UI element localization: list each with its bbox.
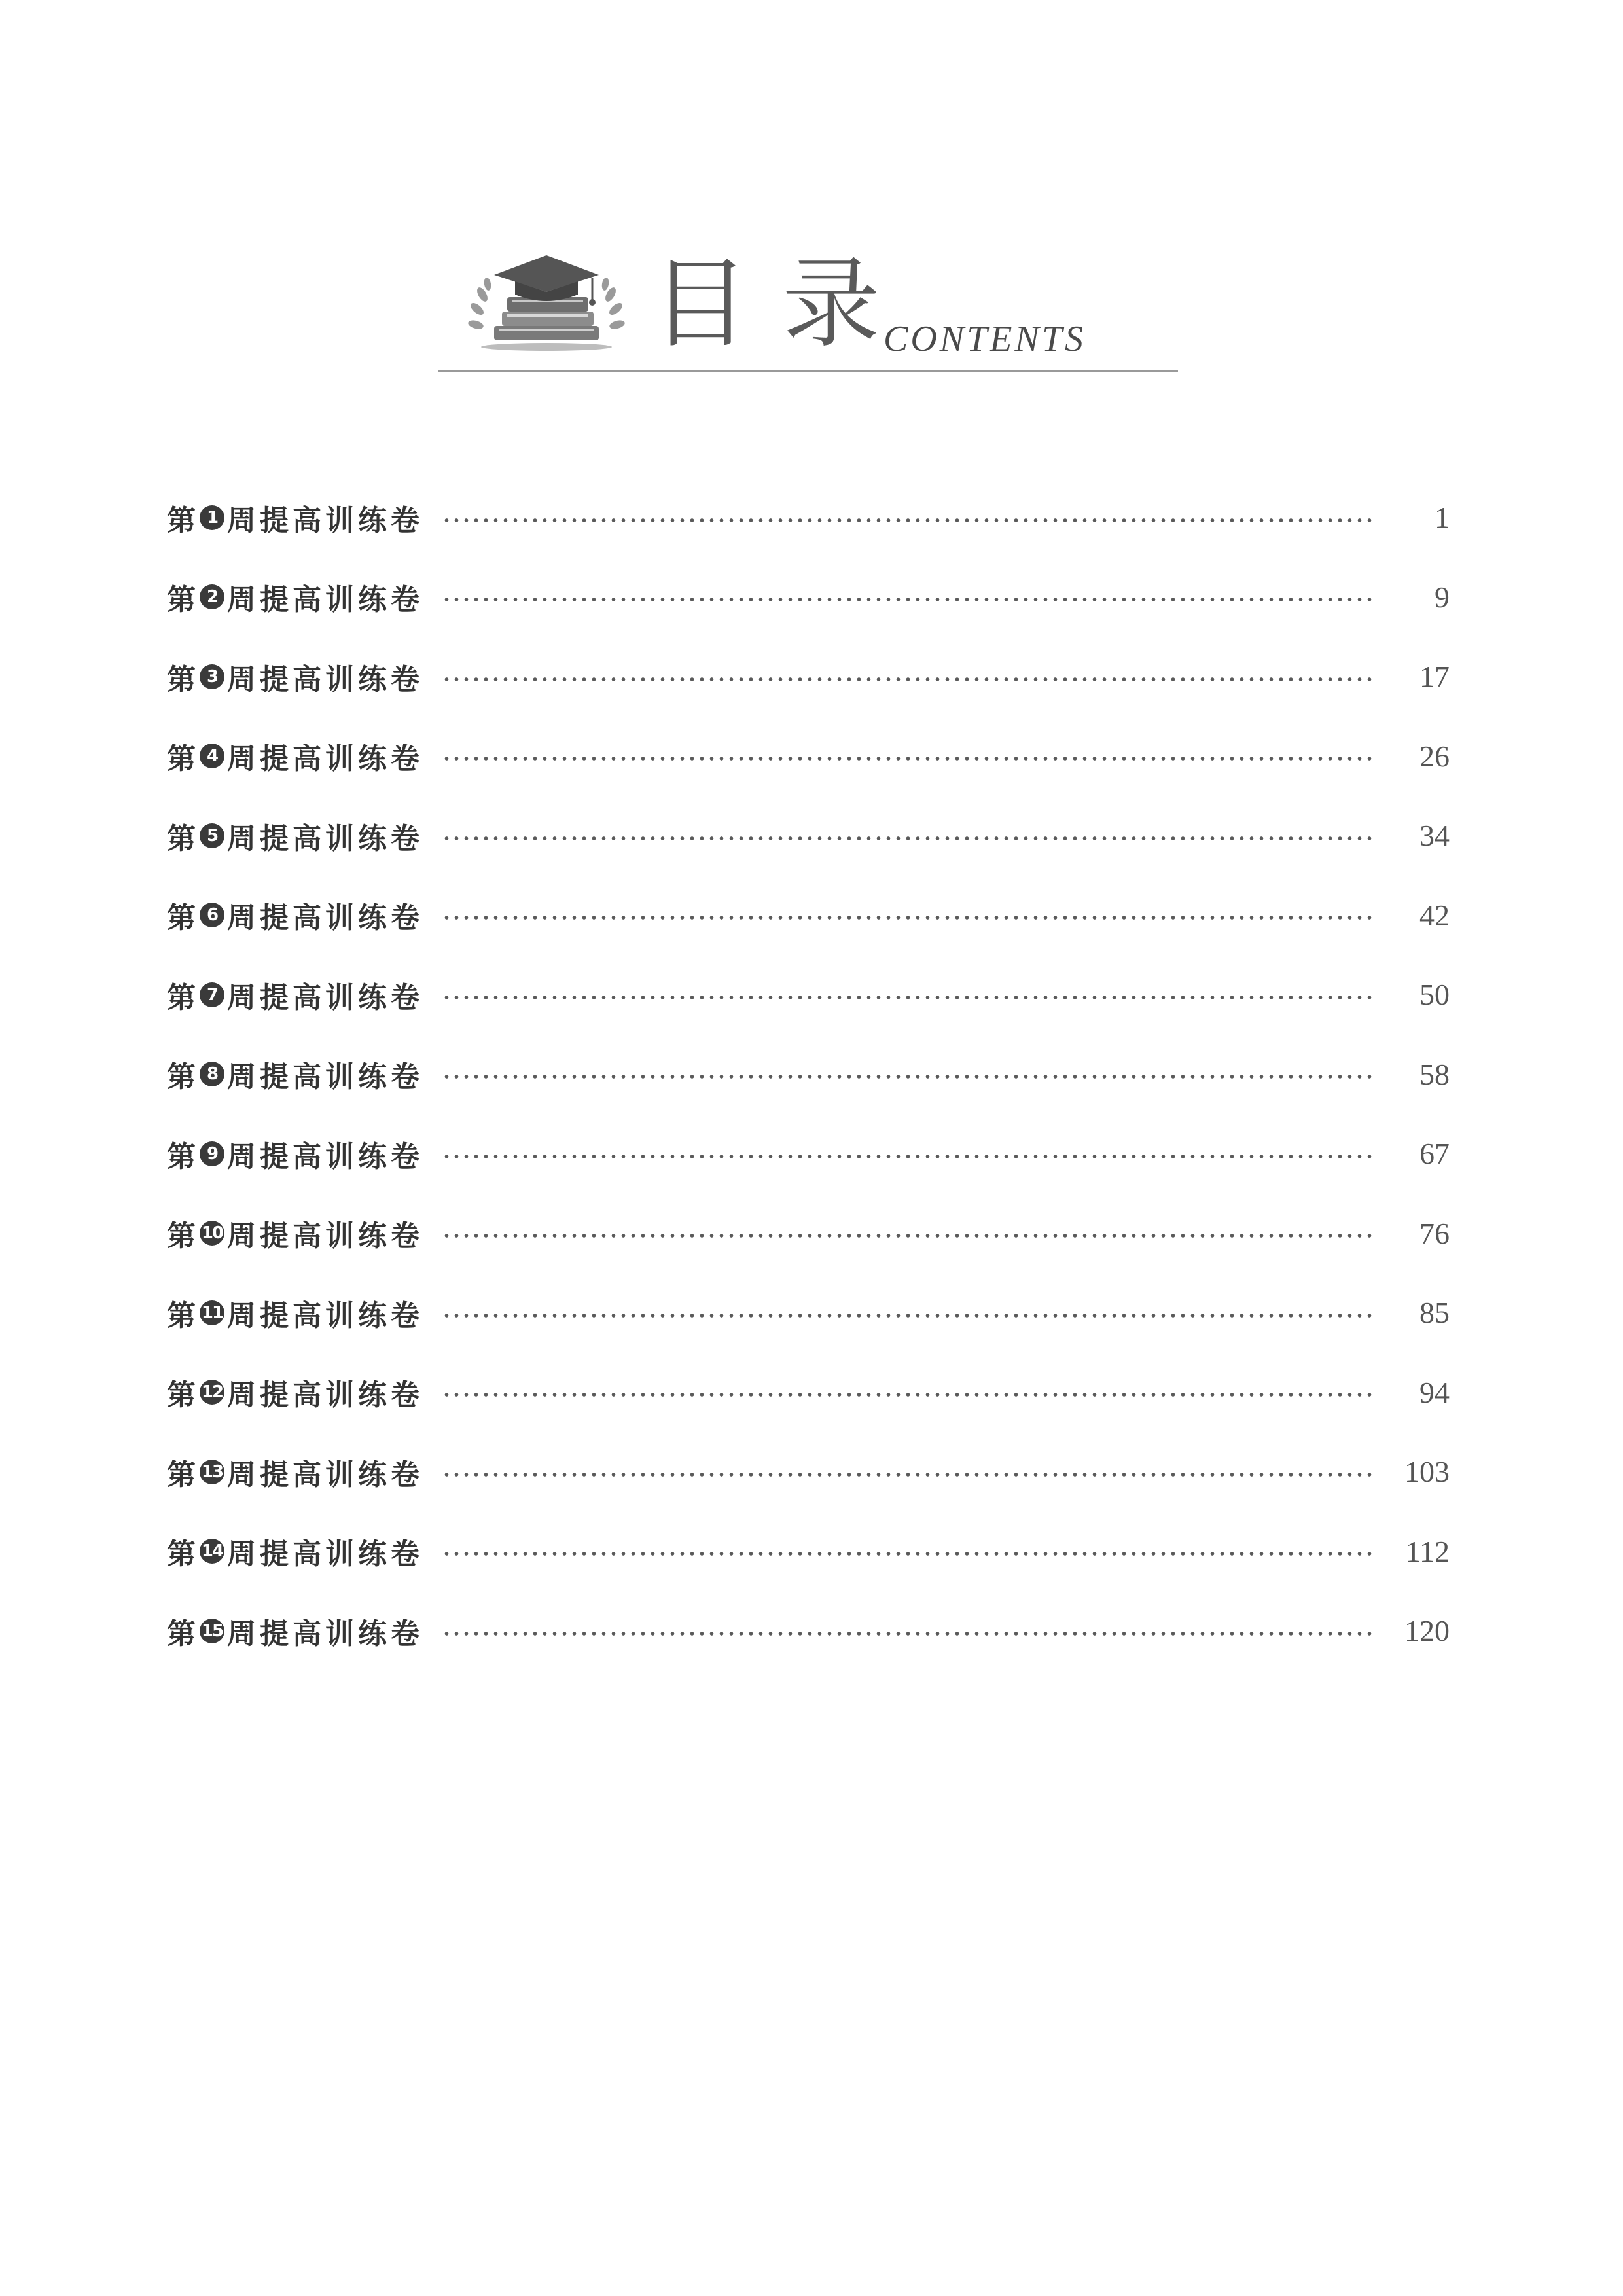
- toc-entry-suffix: 周提高训练卷: [227, 583, 423, 617]
- week-number-badge: 9: [200, 1141, 224, 1166]
- toc-entry-title: [167, 1053, 442, 1095]
- page-number: 1: [1435, 501, 1450, 535]
- toc-entry-suffix: 周提高训练卷: [227, 1537, 423, 1571]
- toc-entry-title: [167, 1212, 442, 1254]
- toc-entry-suffix: 周提高训练卷: [227, 662, 423, 696]
- page-number: 85: [1419, 1296, 1450, 1330]
- page-number: 76: [1419, 1216, 1450, 1250]
- toc-entry-prefix: 第: [167, 1458, 196, 1492]
- page-number: 9: [1435, 580, 1450, 614]
- toc-entry-title: [167, 1133, 442, 1175]
- toc-entry-suffix: 周提高训练卷: [227, 1617, 423, 1651]
- toc-entry-title: [167, 1451, 442, 1493]
- toc-entry-prefix: 第: [167, 1378, 196, 1412]
- dot-leader: [442, 996, 1375, 999]
- header-divider: [438, 370, 1178, 372]
- dot-leader: [442, 1075, 1375, 1079]
- toc-entry-title: [167, 497, 442, 539]
- toc-entry-title: [167, 974, 442, 1016]
- toc-entry-title: [167, 894, 442, 936]
- page-number: 26: [1419, 739, 1450, 773]
- graduation-cap-books-icon: [468, 249, 625, 353]
- week-number-badge: 3: [200, 664, 224, 689]
- toc-entry-suffix: 周提高训练卷: [227, 980, 423, 1014]
- dot-leader: [442, 757, 1375, 761]
- dot-leader: [442, 1314, 1375, 1318]
- toc-entry-prefix: 第: [167, 1617, 196, 1651]
- dot-leader: [442, 1393, 1375, 1397]
- week-number-badge: 13: [200, 1460, 224, 1484]
- dot-leader: [442, 1473, 1375, 1477]
- toc-entry-prefix: 第: [167, 1537, 196, 1571]
- toc-row[interactable]: [167, 717, 1450, 797]
- toc-entry-prefix: 第: [167, 662, 196, 696]
- toc-entry-prefix: 第: [167, 980, 196, 1014]
- page-number: 17: [1419, 660, 1450, 694]
- page-number: 120: [1404, 1614, 1450, 1648]
- toc-entry-title: [167, 1530, 442, 1572]
- page-subtitle: CONTENTS: [883, 319, 1086, 359]
- dot-leader: [442, 677, 1375, 681]
- toc-entry-suffix: 周提高训练卷: [227, 503, 423, 537]
- toc-entry-prefix: 第: [167, 742, 196, 776]
- dot-leader: [442, 1234, 1375, 1238]
- dot-leader: [442, 598, 1375, 601]
- toc-entry-prefix: 第: [167, 1299, 196, 1333]
- toc-entry-title: [167, 576, 442, 618]
- week-number-badge: 7: [200, 982, 224, 1007]
- week-number-badge: 14: [200, 1539, 224, 1564]
- toc-entry-title: [167, 1292, 442, 1334]
- toc-row[interactable]: [167, 637, 1450, 717]
- toc-entry-title: [167, 735, 442, 777]
- page-number: 94: [1419, 1375, 1450, 1409]
- toc-row[interactable]: [167, 1432, 1450, 1512]
- toc-entry-prefix: 第: [167, 901, 196, 935]
- toc-entry-suffix: 周提高训练卷: [227, 821, 423, 855]
- dot-leader: [442, 1632, 1375, 1636]
- toc-row[interactable]: [167, 796, 1450, 876]
- toc-entry-title: [167, 1371, 442, 1413]
- week-number-badge: 1: [200, 505, 224, 530]
- toc-row[interactable]: [167, 1194, 1450, 1274]
- toc-entry-suffix: 周提高训练卷: [227, 1219, 423, 1253]
- toc-entry-prefix: 第: [167, 583, 196, 617]
- week-number-badge: 11: [200, 1300, 224, 1325]
- toc-row[interactable]: [167, 1512, 1450, 1592]
- toc-entry-prefix: 第: [167, 1139, 196, 1174]
- toc-entry-prefix: 第: [167, 821, 196, 855]
- toc-entry-suffix: 周提高训练卷: [227, 1299, 423, 1333]
- toc-entry-suffix: 周提高训练卷: [227, 901, 423, 935]
- page-number: 50: [1419, 978, 1450, 1012]
- toc-row[interactable]: [167, 1114, 1450, 1194]
- week-number-badge: 8: [200, 1062, 224, 1086]
- toc-row[interactable]: [167, 876, 1450, 956]
- week-number-badge: 15: [200, 1619, 224, 1643]
- toc-entry-suffix: 周提高训练卷: [227, 742, 423, 776]
- toc-row[interactable]: [167, 1353, 1450, 1433]
- toc-row[interactable]: [167, 1591, 1450, 1671]
- page-number: 58: [1419, 1057, 1450, 1091]
- toc-entry-title: [167, 1610, 442, 1652]
- toc-row[interactable]: [167, 558, 1450, 637]
- toc-entry-suffix: 周提高训练卷: [227, 1139, 423, 1174]
- week-number-badge: 12: [200, 1380, 224, 1405]
- dot-leader: [442, 518, 1375, 522]
- page-number: 42: [1419, 898, 1450, 932]
- week-number-badge: 6: [200, 903, 224, 927]
- page-number: 112: [1405, 1534, 1450, 1568]
- toc-row[interactable]: [167, 1273, 1450, 1353]
- dot-leader: [442, 1155, 1375, 1158]
- toc-entry-prefix: 第: [167, 1060, 196, 1094]
- dot-leader: [442, 916, 1375, 920]
- toc-row[interactable]: [167, 478, 1450, 558]
- week-number-badge: 5: [200, 823, 224, 848]
- toc-entry-title: [167, 815, 442, 857]
- table-of-contents: [167, 478, 1450, 1671]
- toc-entry-title: [167, 656, 442, 698]
- toc-entry-suffix: 周提高训练卷: [227, 1378, 423, 1412]
- toc-entry-suffix: 周提高训练卷: [227, 1458, 423, 1492]
- week-number-badge: 2: [200, 584, 224, 609]
- toc-entry-prefix: 第: [167, 503, 196, 537]
- toc-row[interactable]: [167, 955, 1450, 1035]
- toc-row[interactable]: [167, 1035, 1450, 1115]
- page-title: 目录: [651, 247, 914, 361]
- toc-entry-suffix: 周提高训练卷: [227, 1060, 423, 1094]
- toc-entry-prefix: 第: [167, 1219, 196, 1253]
- week-number-badge: 10: [200, 1221, 224, 1246]
- week-number-badge: 4: [200, 744, 224, 768]
- dot-leader: [442, 1552, 1375, 1556]
- page-number: 34: [1419, 819, 1450, 853]
- dot-leader: [442, 836, 1375, 840]
- page-number: 67: [1419, 1137, 1450, 1171]
- contents-header: [438, 236, 1178, 380]
- page-number: 103: [1404, 1455, 1450, 1489]
